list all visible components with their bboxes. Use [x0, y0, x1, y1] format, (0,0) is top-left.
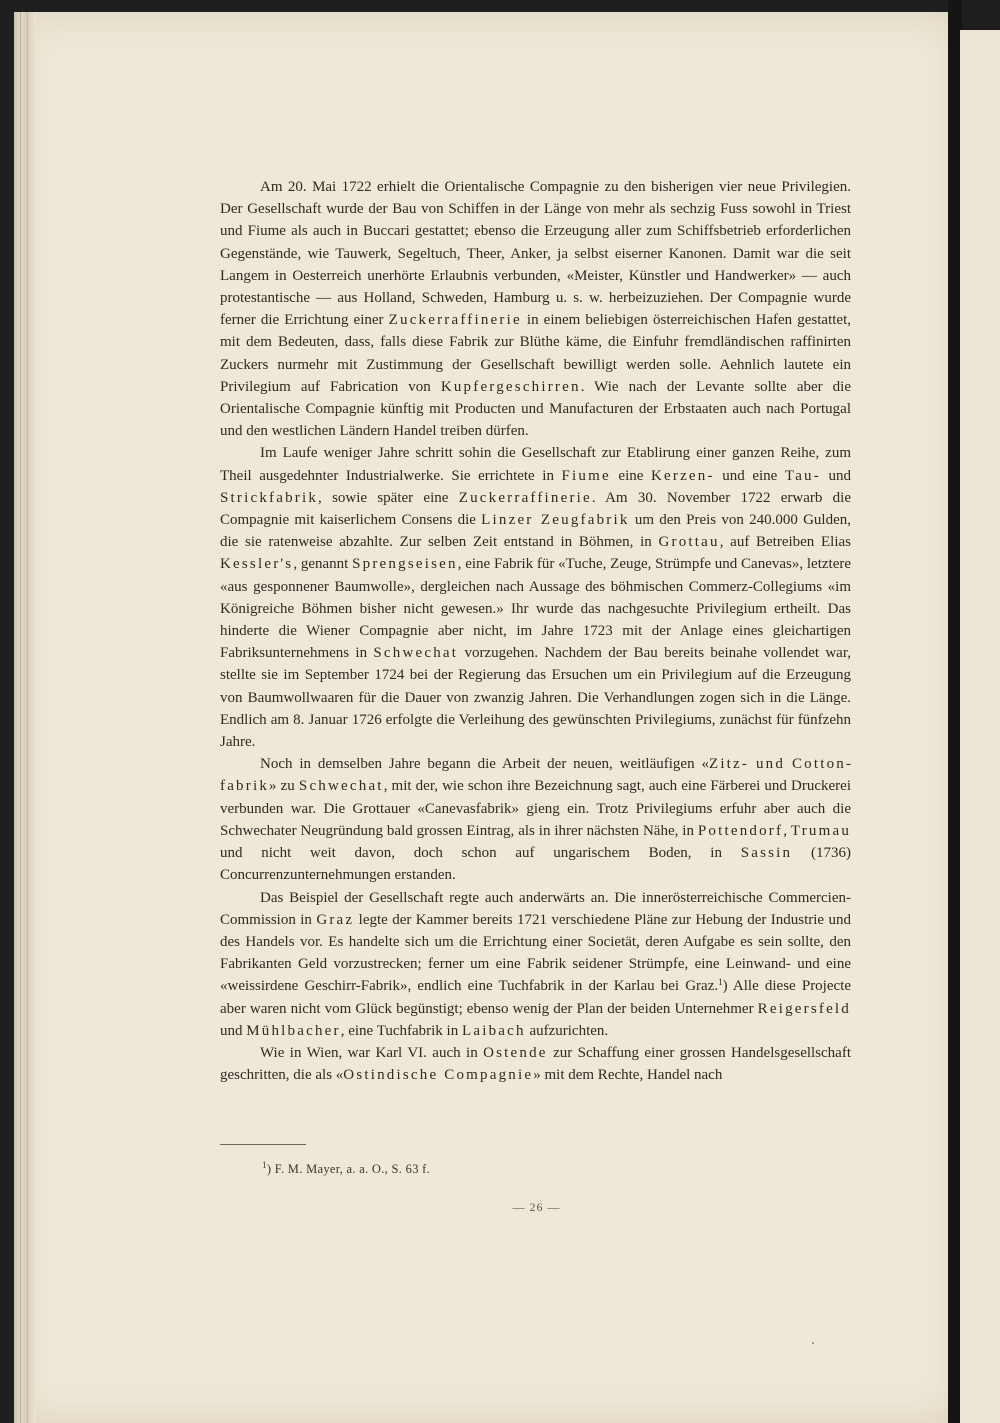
spaced-emphasis: Schwechat	[298, 778, 384, 795]
text-run: und eine	[714, 467, 785, 484]
spaced-emphasis: Kupfergeschirren	[440, 378, 581, 395]
paragraph	[220, 1042, 851, 1086]
text-run: . Wie nach der Levante sollte aber die Orientalische Compagnie künftig mit Producten und Manufacturen der Erbstaaten auch nach Portugal und den westlichen Ländern Handel treiben dürfen.	[220, 378, 851, 440]
spaced-emphasis: Laibach	[461, 1022, 526, 1039]
text-run: Wie in Wien, war Karl VI. auch in	[260, 1044, 484, 1061]
text-run: , genannt	[293, 556, 353, 573]
text-run: eine	[610, 467, 651, 484]
paragraph	[220, 753, 851, 886]
text-run	[785, 756, 792, 772]
spaced-emphasis: Zitz-	[708, 756, 750, 773]
text-run: ) Alle diese Projecte aber waren nicht vom Glück begünstigt; ebenso wenig der Plan der beiden Unternehmer	[220, 978, 851, 1017]
footnote-rule	[220, 1144, 306, 1145]
footnote-reference: 1	[718, 977, 723, 988]
text-run: Das Beispiel der Gesellschaft regte auch anderwärts an. Die innerösterreichische Commercien-Commission in	[220, 889, 851, 928]
spaced-emphasis: Tau-	[784, 467, 821, 484]
spaced-emphasis: Sassin	[740, 845, 793, 862]
text-run: . Am 30. November 1722 erwarb die Compagnie mit kaiserlichem Consens die	[220, 489, 852, 529]
spaced-emphasis: und	[755, 756, 786, 773]
spaced-emphasis: Zuckerraffinerie	[388, 312, 522, 329]
footnote-text: ) F. M. Mayer, a. a. O., S. 63 f.	[266, 1162, 431, 1176]
spaced-emphasis: Grottau	[658, 534, 720, 551]
text-run: zur Schaffung einer grossen Handelsgesellschaft geschritten, die als «	[220, 1044, 852, 1084]
text-run: (1736) Concurrenzunternehmungen erstanden.	[220, 845, 851, 884]
spaced-emphasis: Reigersfeld	[757, 1000, 851, 1017]
text-run: und	[220, 1022, 247, 1039]
text-run: ,	[783, 822, 791, 839]
text-run: » mit dem Rechte, Handel nach	[533, 1067, 723, 1084]
spaced-emphasis: Linzer Zeugfabrik	[481, 512, 630, 529]
spaced-emphasis: Mühlbacher	[246, 1022, 341, 1039]
spaced-emphasis: Zuckerraffinerie	[458, 489, 592, 506]
text-run: » zu	[269, 778, 299, 795]
spaced-emphasis: Strickfabrik	[220, 489, 319, 506]
spaced-emphasis: Trumau	[790, 822, 852, 839]
paragraph	[220, 176, 851, 442]
text-run: in einem beliebigen österreichischen Hafen gestattet, mit dem Bedeuten, dass, falls diese Fabrik zur Blüthe käme, die Einfuhr fremdländischen raffinirten Zuckers nurmehr mit Zustimmung der Gesellschaft bewilligt werden solle. Aehnlich lautete ein Privilegium auf Fabrication von	[220, 312, 852, 395]
text-run: Im Laufe weniger Jahre schritt sohin die Gesellschaft zur Etablirung einer ganzen Reihe, zum Theil ausgedehnter Industrialwerke. Sie errichtete in	[220, 445, 851, 484]
text-run: legte der Kammer bereits 1721 verschiedene Pläne zur Hebung der Industrie und des Handels vor. Es handelte sich um die Errichtung einer Societät, deren Aufgabe es sein sollte, den Fabrikanten Geld vorzustrecken; ferner um eine Fabrik seidener Strümpfe, eine Leinwand- und eine «weissirdene Geschirr-Fabrik», endlich eine Tuchfabrik in der Karlau bei Graz.	[220, 911, 851, 995]
footnote	[262, 1162, 430, 1177]
text-run: Noch in demselben Jahre begann die Arbeit der neuen, weitläufigen «	[260, 756, 709, 773]
text-run: , mit der, wie schon ihre Bezeichnung sagt, auch eine Färberei und Druckerei verbunden war. Die Grottauer «Canevasfabrik» gieng ein. Trotz Privilegiums erfuhr aber auch die Schwechater Neugründung bald grossen Eintrag, als in ihrer nächsten Nähe, in	[220, 778, 851, 839]
spaced-emphasis: Ostende	[483, 1044, 548, 1061]
spaced-emphasis: Cottonfabrik	[220, 756, 852, 795]
spaced-emphasis: Kessler's	[220, 556, 294, 573]
footnote-marker: 1	[262, 1160, 267, 1170]
text-run: , auf Betreiben Elias	[719, 534, 851, 551]
spaced-emphasis: Ostindische Compagnie	[343, 1067, 534, 1084]
text-run: , eine Fabrik für «Tuche, Zeuge, Strümpfe und Canevas», letztere «aus gesponnener Baumwolle», dergleichen nach Aussage des böhmischen Commerz-Collegiums «im Königreiche Böhmen bisher nicht gewesen.» Ihr wurde das nachgesuchte Privilegium ertheilt. Das hinderte die Wiener Compagnie aber nicht, im Jahre 1723 mit der Anlage eines gleichartigen Fabriksunternehmens in	[220, 556, 852, 662]
text-run	[749, 756, 756, 772]
text-run: aufzurichten.	[525, 1022, 609, 1039]
spaced-emphasis: Schwechat	[373, 645, 459, 662]
spaced-emphasis: Graz	[316, 911, 355, 928]
text-run: , eine Tuchfabrik in	[340, 1022, 462, 1039]
spaced-emphasis: Kerzen-	[650, 467, 715, 484]
text-run: vorzugehen. Nachdem der Bau bereits beinahe vollendet war, stellte sie im September 1724 bei der Regierung das Ersuchen um ein Privilegium auf die Erzeugung von Baumwollwaaren für die Dauer von zwanzig Jahren. Die Verhandlungen zogen sich in die Länge. Endlich am 8. Januar 1726 erfolgte die Verleihung des gewünschten Privilegiums, zunächst für fünfzehn Jahre.	[220, 645, 851, 751]
text-run: , sowie später eine	[318, 489, 459, 506]
paragraph	[220, 887, 851, 1042]
paper-speck	[812, 1342, 814, 1344]
text-run: und nicht weit davon, doch schon auf ungarischem Boden, in	[220, 845, 741, 862]
text-run: um den Preis von 240.000 Gulden, die sie ratenweise abzahlte. Zur selben Zeit entstand in Böhmen, in	[220, 512, 851, 551]
spaced-emphasis: Fiume	[561, 467, 611, 484]
text-run: Am 20. Mai 1722 erhielt die Orientalische Compagnie zu den bisherigen vier neue Privilegien. Der Gesellschaft wurde der Bau von Schiffen in der Länge von mehr als sechzig Fuss sowohl in Triest und Fiume als auch in Buccari gestattet; ebenso die Erzeugung aller zum Schiffsbetrieb erforderlichen Gegenstände, wie Tauwerk, Segeltuch, Theer, Anker, ja selbst eiserner Kanonen. Damit war die seit Langem in Oesterreich unerhörte Erlaubnis verbunden, «Meister, Künstler und Handwerker» — auch protestantische — aus Holland, Schweden, Hamburg u. s. w. herbeizuziehen. Der Compagnie wurde ferner die Errichtung einer	[220, 179, 851, 329]
page-number: — 26 —	[512, 1200, 561, 1214]
spaced-emphasis: Sprengseisen	[352, 556, 458, 573]
paragraph	[220, 442, 851, 753]
spaced-emphasis: Pottendorf	[697, 822, 784, 839]
text-run: und	[820, 467, 852, 484]
body-text	[220, 176, 851, 1086]
